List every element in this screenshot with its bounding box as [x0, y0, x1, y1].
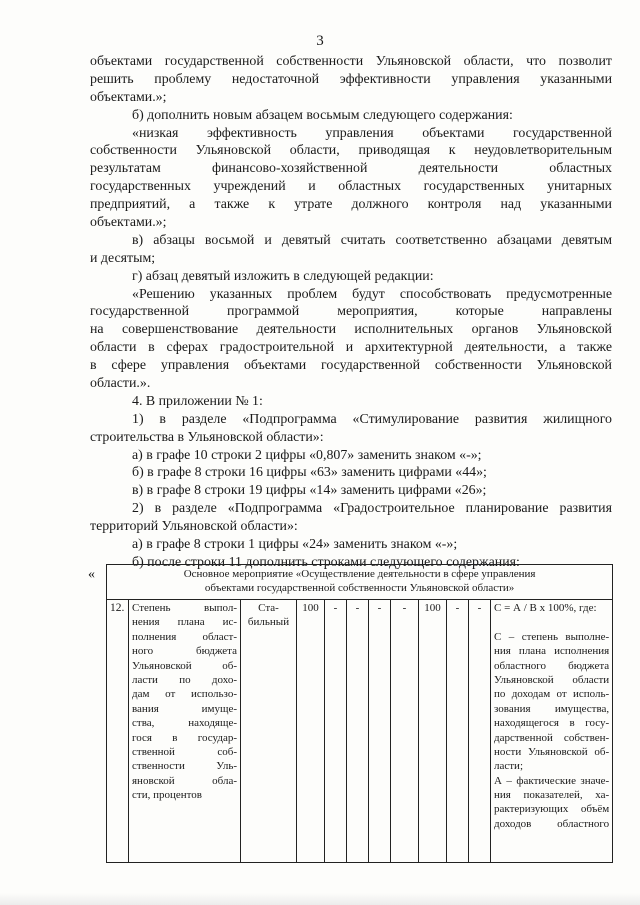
- cell-line: ственной соб-: [132, 745, 237, 758]
- paragraph-line: 4. В приложении № 1:: [132, 393, 263, 409]
- table-header-cell: [107, 565, 613, 600]
- indicator-name-cell: [129, 600, 241, 863]
- paragraph-line: а) в графе 8 строки 1 цифры «24» заменить знаком «-»;: [132, 537, 458, 553]
- table-header-row: [107, 565, 613, 600]
- cell-line: ния плана исполнения: [494, 645, 610, 658]
- open-quote: «: [88, 567, 95, 582]
- paragraph-line: «низкая эффективность управления объектами государственной: [132, 125, 612, 141]
- cell-line: дарственной собствен-: [494, 731, 610, 744]
- paragraph-line: результатам финансово-хозяйственной деятельности областных: [90, 161, 612, 177]
- cell-line: вания имуще-: [132, 702, 237, 715]
- paragraph-line: «Решению указанных проблем будут способствовать предусмотренные: [132, 286, 612, 302]
- cell-line: дам от использо-: [132, 688, 237, 701]
- cell-line: областного бюджета: [494, 659, 610, 672]
- cell-line: сти, процентов: [132, 789, 202, 802]
- paragraph-line: объектами государственной собственности Ульяновской области, что позволит: [90, 54, 612, 69]
- paragraph-line: области в сферах градостроительной и архитектурной деятельности, а также: [90, 340, 612, 356]
- table-header-line: Основное мероприятие «Осуществление деятельности в сфере управления: [183, 568, 536, 580]
- paragraph-line: в) абзацы восьмой и девятый считать соответственно абзацами девятым: [132, 232, 612, 248]
- value-cell: -: [369, 600, 391, 863]
- value-cell: 100: [297, 600, 325, 863]
- value-cell: -: [391, 600, 419, 863]
- value-cell: -: [325, 600, 347, 863]
- cell-line: Ста-: [258, 602, 279, 614]
- cell-line: ства, находяще-: [132, 717, 237, 730]
- cell-line: ного бюджета: [132, 645, 237, 658]
- cell-line: Степень выпол-: [132, 602, 237, 614]
- paragraph-line: г) абзац девятый изложить в следующей редакции:: [132, 268, 434, 284]
- indicator-table: [106, 564, 613, 863]
- paragraph-line: а) в графе 10 строки 2 цифры «0,807» заменить знаком «-»;: [132, 447, 482, 463]
- paragraph-line: б) дополнить новым абзацем восьмым следующего содержания:: [132, 107, 513, 123]
- cell-line: А – фактические значе-: [494, 774, 610, 787]
- value-cell: -: [469, 600, 491, 863]
- paragraph-line: и десятым;: [90, 250, 156, 266]
- cell-line: ния показателей, ха-: [494, 789, 610, 802]
- page-number: 3: [316, 33, 324, 49]
- paragraph-line: в) в графе 8 строки 19 цифры «14» заменить цифрами «26»;: [132, 483, 487, 499]
- cell-line: Ульяновской об-: [132, 659, 237, 672]
- paragraph-line: решить проблему недостаточной эффективности управления указанными: [90, 71, 612, 87]
- cell-line: ственности Уль-: [132, 760, 237, 773]
- cell-line: по доходам от исполь-: [494, 688, 610, 701]
- cell-line: нения плана ис-: [132, 616, 237, 629]
- paragraph-line: предприятий, а также к утрате должного контроля над указанными: [90, 197, 612, 213]
- value-cell: -: [447, 600, 469, 863]
- cell-line: Ульяновской области: [494, 673, 610, 686]
- paragraph-line: территорий Ульяновской области»:: [90, 519, 298, 535]
- paragraph-line: б) после строки 11 дополнить строками следующего содержания:: [132, 554, 520, 570]
- paragraph-line: б) в графе 8 строки 16 цифры «63» заменить цифрами «44»;: [132, 465, 487, 481]
- scan-bottom-edge: [0, 893, 640, 905]
- cell-line: С – степень выполне-: [494, 630, 610, 643]
- row-number-cell: 12.: [107, 600, 129, 863]
- cell-line: доходов областного: [494, 817, 610, 830]
- paragraph-line: строительства в Ульяновской области»:: [90, 429, 324, 445]
- value-cell: 100: [419, 600, 447, 863]
- paragraph-line: государственных учреждений и областных государственных унитарных: [90, 179, 612, 195]
- cell-line: С = А / В х 100%, где:: [494, 602, 597, 614]
- paragraph-line: объектами.»;: [90, 89, 167, 105]
- paragraph-line: области.».: [90, 376, 151, 392]
- cell-line: зования имущества,: [494, 702, 610, 715]
- table-header-line: объектами государственной собственности Ульяновской области»: [204, 582, 515, 595]
- formula-cell: [491, 600, 613, 863]
- paragraph-line: объектами.»;: [90, 215, 167, 231]
- cell-line: рактеризующих объём: [494, 803, 610, 816]
- paragraph-line: на совершенствование деятельности исполнительных органов Ульяновской: [90, 322, 612, 338]
- table-row: [107, 600, 613, 863]
- cell-line: ласти по дохо-: [132, 673, 237, 686]
- paragraph-line: в сфере управления объектами государственной собственности Ульяновской: [90, 358, 612, 374]
- cell-line: гося в государ-: [132, 731, 237, 744]
- cell-line: полнения област-: [132, 630, 237, 643]
- cell-line: бильный: [247, 616, 290, 629]
- indicator-type-cell: [241, 600, 297, 863]
- body-text: [90, 53, 612, 572]
- paragraph-line: 2) в разделе «Подпрограмма «Градостроительное планирование развития: [132, 501, 612, 517]
- cell-line: ности Ульяновской об-: [494, 745, 610, 758]
- cell-line: находящегося в госу-: [494, 717, 610, 730]
- cell-spacer: [494, 615, 609, 629]
- paragraph-line: собственности Ульяновской области, приводящая к неудовлетворительным: [90, 143, 612, 159]
- value-cell: -: [347, 600, 369, 863]
- paragraph-line: 1) в разделе «Подпрограмма «Стимулирование развития жилищного: [132, 411, 612, 427]
- cell-line: ласти;: [494, 760, 524, 773]
- cell-line: яновской обла-: [132, 774, 237, 787]
- paragraph-line: государственной программой мероприятия, которые направлены: [90, 304, 612, 320]
